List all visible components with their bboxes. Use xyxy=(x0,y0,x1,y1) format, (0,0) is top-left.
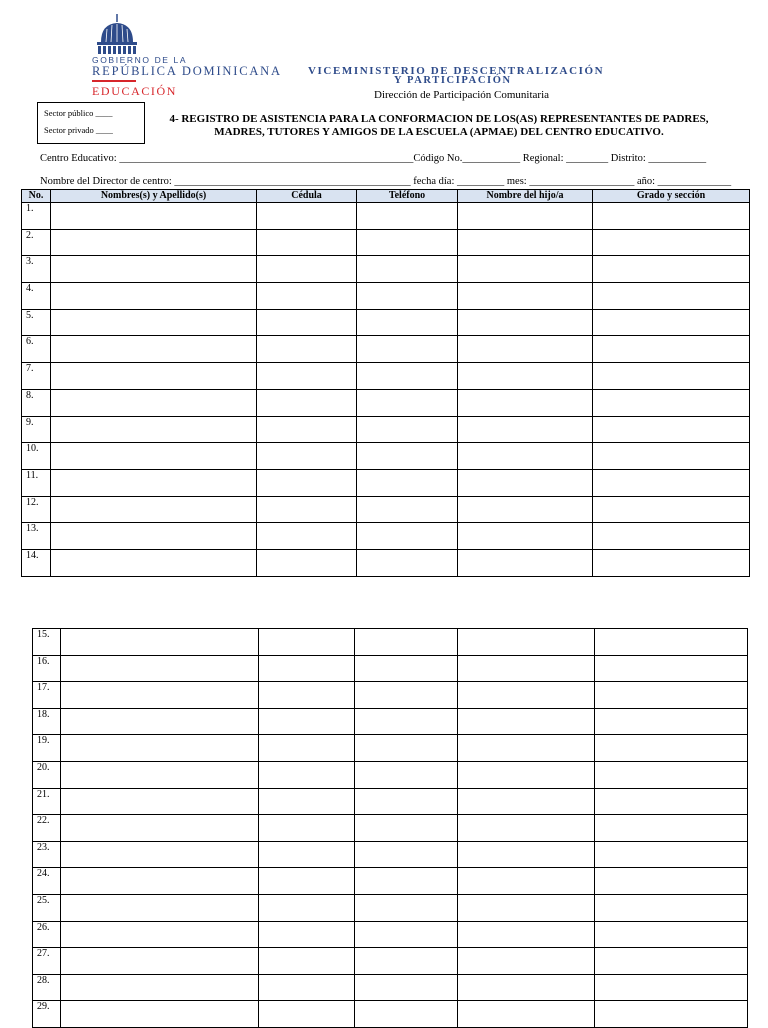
table-row xyxy=(22,256,750,283)
cedula-cell[interactable] xyxy=(259,761,355,788)
cedula-cell[interactable] xyxy=(257,309,357,336)
document-title xyxy=(150,113,728,139)
nombre-cell[interactable] xyxy=(51,309,257,336)
telefono-cell[interactable] xyxy=(357,523,458,550)
table-row xyxy=(33,629,748,656)
table-row xyxy=(33,1001,748,1028)
header-grado: Grado y sección xyxy=(593,190,750,203)
telefono-cell[interactable] xyxy=(355,921,458,948)
header-telefono: Teléfono xyxy=(357,190,458,203)
grado-cell[interactable] xyxy=(595,682,748,709)
hijo-cell[interactable] xyxy=(458,682,595,709)
hijo-cell[interactable] xyxy=(458,203,593,230)
cedula-cell[interactable] xyxy=(259,788,355,815)
grado-cell[interactable] xyxy=(595,894,748,921)
nombre-cell[interactable] xyxy=(61,841,259,868)
telefono-cell[interactable] xyxy=(357,416,458,443)
telefono-cell[interactable] xyxy=(355,948,458,975)
cedula-cell[interactable] xyxy=(257,256,357,283)
grado-cell[interactable] xyxy=(595,921,748,948)
nombre-cell[interactable] xyxy=(51,469,257,496)
row-number: 24. xyxy=(33,868,61,895)
nombre-cell[interactable] xyxy=(61,629,259,656)
grado-cell[interactable] xyxy=(593,416,750,443)
telefono-cell[interactable] xyxy=(355,788,458,815)
row-number: 4. xyxy=(22,283,51,310)
cedula-cell[interactable] xyxy=(257,283,357,310)
direccion-text: Dirección de Participación Comunitaria xyxy=(374,89,550,101)
attendance-table-page1 xyxy=(21,189,750,577)
cedula-cell[interactable] xyxy=(259,841,355,868)
cedula-cell[interactable] xyxy=(257,203,357,230)
row-number: 5. xyxy=(22,309,51,336)
table-row xyxy=(33,682,748,709)
grado-cell[interactable] xyxy=(593,496,750,523)
row-number: 29. xyxy=(33,1001,61,1028)
table-row xyxy=(33,788,748,815)
title-line1: 4- REGISTRO DE ASISTENCIA PARA LA CONFORMACION DE LOS(AS) REPRESENTANTES DE PADRES, xyxy=(169,113,709,125)
row-number: 17. xyxy=(33,682,61,709)
row-number: 1. xyxy=(22,203,51,230)
telefono-cell[interactable] xyxy=(355,708,458,735)
nombre-cell[interactable] xyxy=(51,283,257,310)
cedula-cell[interactable] xyxy=(257,443,357,470)
header-no: No. xyxy=(22,190,51,203)
nombre-cell[interactable] xyxy=(51,523,257,550)
nombre-cell[interactable] xyxy=(51,336,257,363)
hijo-cell[interactable] xyxy=(458,416,593,443)
table-row xyxy=(33,894,748,921)
gov-big-text: REPÚBLICA DOMINICANA xyxy=(92,64,282,78)
grado-cell[interactable] xyxy=(593,443,750,470)
hijo-cell[interactable] xyxy=(458,389,593,416)
centro-educativo-field[interactable]: Centro Educativo: ________________________________________________________Código No.___________ Regional: ________ Distrito: ___________ xyxy=(40,153,707,164)
table-row xyxy=(33,948,748,975)
cedula-cell[interactable] xyxy=(259,735,355,762)
cedula-cell[interactable] xyxy=(259,1001,355,1028)
telefono-cell[interactable] xyxy=(355,868,458,895)
grado-cell[interactable] xyxy=(595,974,748,1001)
grado-cell[interactable] xyxy=(593,203,750,230)
row-number: 13. xyxy=(22,523,51,550)
row-number: 21. xyxy=(33,788,61,815)
hijo-cell[interactable] xyxy=(458,549,593,576)
cedula-cell[interactable] xyxy=(257,496,357,523)
table-row xyxy=(33,708,748,735)
cedula-cell[interactable] xyxy=(257,523,357,550)
educacion-text: EDUCACIÓN xyxy=(92,84,178,98)
table-row xyxy=(33,921,748,948)
nombre-cell[interactable] xyxy=(51,256,257,283)
telefono-cell[interactable] xyxy=(355,735,458,762)
grado-cell[interactable] xyxy=(593,309,750,336)
table-row xyxy=(22,549,750,576)
hijo-cell[interactable] xyxy=(458,841,595,868)
row-number: 6. xyxy=(22,336,51,363)
telefono-cell[interactable] xyxy=(357,496,458,523)
table-row xyxy=(22,389,750,416)
row-number: 26. xyxy=(33,921,61,948)
cedula-cell[interactable] xyxy=(257,469,357,496)
hijo-cell[interactable] xyxy=(458,336,593,363)
telefono-cell[interactable] xyxy=(357,549,458,576)
table-row xyxy=(33,761,748,788)
nombre-cell[interactable] xyxy=(51,363,257,390)
telefono-cell[interactable] xyxy=(357,309,458,336)
telefono-cell[interactable] xyxy=(357,336,458,363)
nombre-cell[interactable] xyxy=(61,921,259,948)
grado-cell[interactable] xyxy=(593,256,750,283)
hijo-cell[interactable] xyxy=(458,948,595,975)
row-number: 8. xyxy=(22,389,51,416)
cedula-cell[interactable] xyxy=(259,629,355,656)
cedula-cell[interactable] xyxy=(259,948,355,975)
header-hijo: Nombre del hijo/a xyxy=(458,190,593,203)
row-number: 16. xyxy=(33,655,61,682)
grado-cell[interactable] xyxy=(595,868,748,895)
telefono-cell[interactable] xyxy=(357,229,458,256)
nombre-cell[interactable] xyxy=(51,443,257,470)
viceministerio-line2: Y PARTICIPACIÓN xyxy=(394,75,512,86)
nombre-cell[interactable] xyxy=(61,761,259,788)
cedula-cell[interactable] xyxy=(257,389,357,416)
table-row xyxy=(22,229,750,256)
cedula-cell[interactable] xyxy=(257,549,357,576)
table-row xyxy=(33,974,748,1001)
nombre-cell[interactable] xyxy=(61,815,259,842)
grado-cell[interactable] xyxy=(593,363,750,390)
telefono-cell[interactable] xyxy=(355,761,458,788)
telefono-cell[interactable] xyxy=(355,1001,458,1028)
header-cedula: Cédula xyxy=(257,190,357,203)
row-number: 3. xyxy=(22,256,51,283)
grado-cell[interactable] xyxy=(595,655,748,682)
telefono-cell[interactable] xyxy=(357,469,458,496)
row-number: 14. xyxy=(22,549,51,576)
grado-cell[interactable] xyxy=(595,708,748,735)
table-row xyxy=(33,868,748,895)
table-row xyxy=(33,655,748,682)
table-row xyxy=(33,841,748,868)
row-number: 20. xyxy=(33,761,61,788)
nombre-cell[interactable] xyxy=(61,655,259,682)
logo-divider xyxy=(92,80,136,82)
grado-cell[interactable] xyxy=(593,283,750,310)
telefono-cell[interactable] xyxy=(357,203,458,230)
nombre-cell[interactable] xyxy=(61,735,259,762)
nombre-cell[interactable] xyxy=(51,389,257,416)
hijo-cell[interactable] xyxy=(458,229,593,256)
row-number: 15. xyxy=(33,629,61,656)
table-row xyxy=(22,336,750,363)
cedula-cell[interactable] xyxy=(259,708,355,735)
attendance-table-page2 xyxy=(32,628,748,1028)
viceministerio-line1: VICEMINISTERIO DE DESCENTRALIZACIÓN xyxy=(308,65,605,77)
row-number: 19. xyxy=(33,735,61,762)
director-field[interactable]: Nombre del Director de centro: _____________________________________________ fecha día: _________ mes: ____________________ año: ______________ xyxy=(40,176,732,187)
telefono-cell[interactable] xyxy=(355,655,458,682)
row-number: 11. xyxy=(22,469,51,496)
cedula-cell[interactable] xyxy=(259,974,355,1001)
hijo-cell[interactable] xyxy=(458,309,593,336)
hijo-cell[interactable] xyxy=(458,788,595,815)
nombre-cell[interactable] xyxy=(51,496,257,523)
cedula-cell[interactable] xyxy=(257,416,357,443)
nombre-cell[interactable] xyxy=(61,1001,259,1028)
table-row xyxy=(22,523,750,550)
row-number: 12. xyxy=(22,496,51,523)
row-number: 2. xyxy=(22,229,51,256)
sector-box xyxy=(37,102,145,144)
table-row xyxy=(33,815,748,842)
grado-cell[interactable] xyxy=(595,841,748,868)
grado-cell[interactable] xyxy=(595,735,748,762)
nombre-cell[interactable] xyxy=(51,549,257,576)
grado-cell[interactable] xyxy=(595,815,748,842)
table-row xyxy=(22,309,750,336)
hijo-cell[interactable] xyxy=(458,708,595,735)
hijo-cell[interactable] xyxy=(458,868,595,895)
telefono-cell[interactable] xyxy=(355,629,458,656)
table-row xyxy=(22,469,750,496)
nombre-cell[interactable] xyxy=(61,894,259,921)
row-number: 22. xyxy=(33,815,61,842)
grado-cell[interactable] xyxy=(595,629,748,656)
cedula-cell[interactable] xyxy=(257,336,357,363)
telefono-cell[interactable] xyxy=(355,974,458,1001)
grado-cell[interactable] xyxy=(593,336,750,363)
telefono-cell[interactable] xyxy=(357,443,458,470)
telefono-cell[interactable] xyxy=(355,841,458,868)
cedula-cell[interactable] xyxy=(257,363,357,390)
hijo-cell[interactable] xyxy=(458,443,593,470)
table-row xyxy=(22,496,750,523)
hijo-cell[interactable] xyxy=(458,894,595,921)
sector-privado[interactable]: Sector privado ____ xyxy=(44,125,113,135)
table-row xyxy=(22,363,750,390)
row-number: 9. xyxy=(22,416,51,443)
nombre-cell[interactable] xyxy=(61,682,259,709)
hijo-cell[interactable] xyxy=(458,283,593,310)
telefono-cell[interactable] xyxy=(355,815,458,842)
cedula-cell[interactable] xyxy=(257,229,357,256)
grado-cell[interactable] xyxy=(595,1001,748,1028)
grado-cell[interactable] xyxy=(593,389,750,416)
hijo-cell[interactable] xyxy=(458,815,595,842)
nombre-cell[interactable] xyxy=(51,229,257,256)
cedula-cell[interactable] xyxy=(259,894,355,921)
telefono-cell[interactable] xyxy=(357,389,458,416)
row-number: 28. xyxy=(33,974,61,1001)
gov-small-text: GOBIERNO DE LA xyxy=(92,55,188,65)
hijo-cell[interactable] xyxy=(458,655,595,682)
hijo-cell[interactable] xyxy=(458,1001,595,1028)
hijo-cell[interactable] xyxy=(458,974,595,1001)
table-row xyxy=(22,283,750,310)
cedula-cell[interactable] xyxy=(259,815,355,842)
grado-cell[interactable] xyxy=(595,761,748,788)
table-row xyxy=(22,203,750,230)
hijo-cell[interactable] xyxy=(458,469,593,496)
cedula-cell[interactable] xyxy=(259,655,355,682)
hijo-cell[interactable] xyxy=(458,523,593,550)
grado-cell[interactable] xyxy=(593,469,750,496)
table-row xyxy=(22,443,750,470)
telefono-cell[interactable] xyxy=(355,894,458,921)
telefono-cell[interactable] xyxy=(357,363,458,390)
title-line2: MADRES, TUTORES Y AMIGOS DE LA ESCUELA (APMAE) DEL CENTRO EDUCATIVO. xyxy=(214,126,664,138)
sector-publico[interactable]: Sector público ____ xyxy=(44,108,113,118)
grado-cell[interactable] xyxy=(593,229,750,256)
nombre-cell[interactable] xyxy=(51,203,257,230)
nombre-cell[interactable] xyxy=(61,948,259,975)
hijo-cell[interactable] xyxy=(458,363,593,390)
cedula-cell[interactable] xyxy=(259,921,355,948)
telefono-cell[interactable] xyxy=(357,283,458,310)
grado-cell[interactable] xyxy=(595,788,748,815)
row-number: 10. xyxy=(22,443,51,470)
row-number: 18. xyxy=(33,708,61,735)
header-nombres: Nombres(s) y Apellido(s) xyxy=(51,190,257,203)
hijo-cell[interactable] xyxy=(458,761,595,788)
telefono-cell[interactable] xyxy=(355,682,458,709)
row-number: 23. xyxy=(33,841,61,868)
grado-cell[interactable] xyxy=(593,523,750,550)
hijo-cell[interactable] xyxy=(458,629,595,656)
cedula-cell[interactable] xyxy=(259,682,355,709)
row-number: 7. xyxy=(22,363,51,390)
hijo-cell[interactable] xyxy=(458,735,595,762)
hijo-cell[interactable] xyxy=(458,256,593,283)
nombre-cell[interactable] xyxy=(61,868,259,895)
table-row xyxy=(33,735,748,762)
cedula-cell[interactable] xyxy=(259,868,355,895)
table-header-row xyxy=(22,190,750,203)
nombre-cell[interactable] xyxy=(61,974,259,1001)
nombre-cell[interactable] xyxy=(51,416,257,443)
hijo-cell[interactable] xyxy=(458,496,593,523)
table-row xyxy=(22,416,750,443)
grado-cell[interactable] xyxy=(595,948,748,975)
hijo-cell[interactable] xyxy=(458,921,595,948)
nombre-cell[interactable] xyxy=(61,708,259,735)
dome-building-icon xyxy=(92,12,142,56)
row-number: 25. xyxy=(33,894,61,921)
telefono-cell[interactable] xyxy=(357,256,458,283)
nombre-cell[interactable] xyxy=(61,788,259,815)
grado-cell[interactable] xyxy=(593,549,750,576)
row-number: 27. xyxy=(33,948,61,975)
